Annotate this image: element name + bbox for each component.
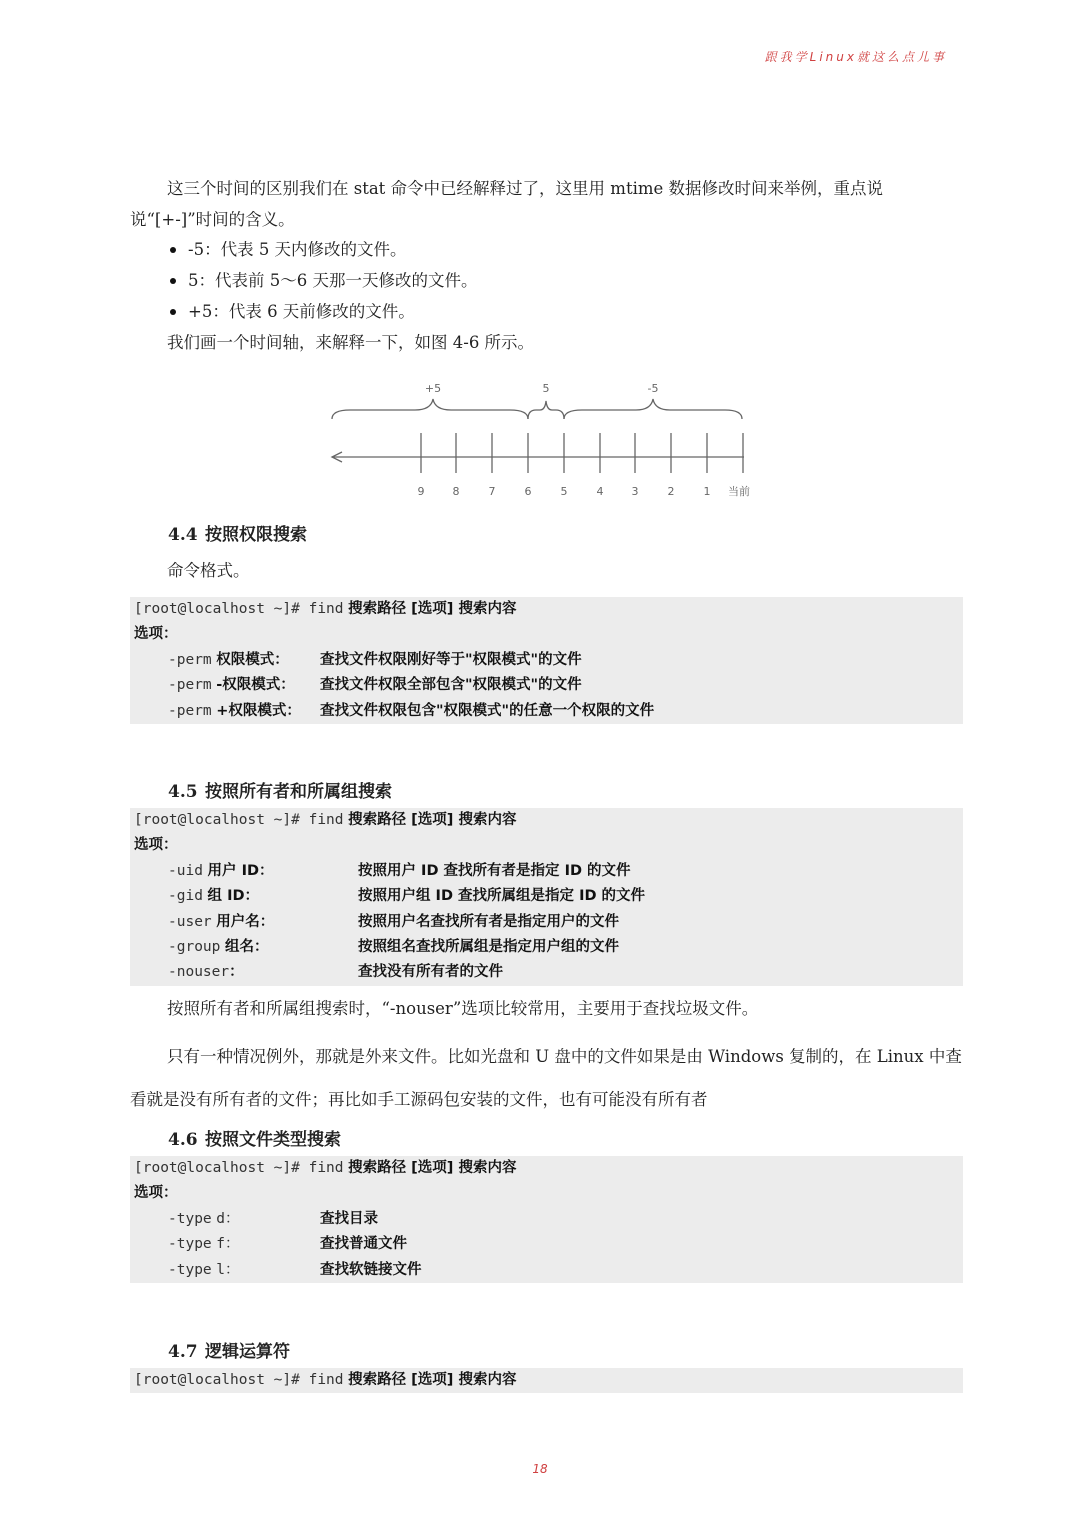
- code-row: -type l： 查找软链接文件: [168, 1261, 422, 1278]
- brace-label: -5: [647, 382, 659, 395]
- command-format-lead: 命令格式。: [167, 561, 250, 580]
- code-block-owner: [root@localhost ~]# find 搜索路径 [选项] 搜索内容 选项： -uid 用户 ID： 按照用户 ID 查找所有者是指定 ID 的文件 -gid 组 ID： 按照用户组 ID 查找所属组是指定 ID 的文件 -user 用户名： 按照用户名查找所有者是指定用户的文件 -group 组名： 按照组名查找所属组是指定用户组的文件 -nouser： 查找没有所有者的文件: [130, 808, 963, 986]
- time-meaning-list: [168, 234, 477, 327]
- tick-label: 2: [667, 485, 675, 498]
- brace-label: 5: [542, 382, 550, 395]
- list-item: +5：代表 6 天前修改的文件。: [168, 296, 477, 327]
- tick-label: 4: [596, 485, 604, 498]
- brace-plus5: [332, 399, 528, 419]
- running-header: 跟我学Linux就这么点儿事: [764, 50, 947, 64]
- tick-label: 9: [417, 485, 425, 498]
- code-row: -user 用户名： 按照用户名查找所有者是指定用户的文件: [168, 913, 619, 930]
- tick-label: 3: [631, 485, 639, 498]
- code-block-type: [root@localhost ~]# find 搜索路径 [选项] 搜索内容 选项： -type d： 查找目录 -type f： 查找普通文件 -type l： 查找软链接文件: [130, 1156, 963, 1283]
- code-row: -perm -权限模式： 查找文件权限全部包含"权限模式"的文件: [168, 677, 582, 694]
- tick-label: 8: [452, 485, 460, 498]
- code-row: -type d： 查找目录: [168, 1210, 378, 1227]
- list-item: 5：代表前 5～6 天那一天修改的文件。: [168, 265, 477, 296]
- nouser-note: 按照所有者和所属组搜索时，“-nouser”选项比较常用，主要用于查找垃圾文件。: [167, 999, 759, 1018]
- code-row: -group 组名： 按照组名查找所属组是指定用户组的文件: [168, 938, 619, 955]
- code-row: -nouser： 查找没有所有者的文件: [168, 964, 503, 981]
- brace-label: +5: [424, 382, 442, 395]
- tick-label: 当前: [728, 485, 750, 498]
- foreign-file-note: 只有一种情况例外，那就是外来文件。比如光盘和 U 盘中的文件如果是由 Windows 复制的，在 Linux 中查看就是没有所有者的文件；再比如手工源码包安装的文件，也有可能没有所有者: [130, 1047, 962, 1109]
- figure-lead-paragraph: 我们画一个时间轴，来解释一下，如图 4-6 所示。: [167, 333, 535, 352]
- code-block-logic: [root@localhost ~]# find 搜索路径 [选项] 搜索内容: [130, 1368, 963, 1393]
- section-heading-4-5: 4.5 按照所有者和所属组搜索: [168, 782, 392, 802]
- code-row: -uid 用户 ID： 按照用户 ID 查找所有者是指定 ID 的文件: [168, 862, 631, 879]
- section-heading-4-4: 4.4 按照权限搜索: [168, 525, 307, 545]
- tick-label: 1: [703, 485, 711, 498]
- code-block-perm: [root@localhost ~]# find 搜索路径 [选项] 搜索内容 选项： -perm 权限模式： 查找文件权限刚好等于"权限模式"的文件 -perm -权限模式： 查找文件权限全部包含"权限模式"的文件 -perm +权限模式： 查找文件权限包含"权限模式"的任意一个权限的文件: [130, 597, 963, 724]
- page-number: 18: [532, 1462, 548, 1476]
- code-row: -perm +权限模式： 查找文件权限包含"权限模式"的任意一个权限的文件: [168, 702, 655, 719]
- list-item: -5：代表 5 天内修改的文件。: [168, 234, 477, 265]
- code-row: -gid 组 ID： 按照用户组 ID 查找所属组是指定 ID 的文件: [168, 888, 646, 905]
- intro-paragraph: 这三个时间的区别我们在 stat 命令中已经解释过了，这里用 mtime 数据修改时间来举例，重点说说“[+-]”时间的含义。: [130, 179, 884, 229]
- section-heading-4-6: 4.6 按照文件类型搜索: [168, 1130, 341, 1150]
- brace-5: [528, 401, 564, 419]
- code-row: -perm 权限模式： 查找文件权限刚好等于"权限模式"的文件: [168, 651, 582, 668]
- tick-label: 7: [488, 485, 496, 498]
- timeline-figure: [320, 375, 760, 505]
- code-row: -type f： 查找普通文件: [168, 1236, 407, 1253]
- section-heading-4-7: 4.7 逻辑运算符: [168, 1342, 290, 1362]
- brace-minus5: [564, 399, 742, 419]
- tick-label: 6: [524, 485, 532, 498]
- tick-label: 5: [560, 485, 568, 498]
